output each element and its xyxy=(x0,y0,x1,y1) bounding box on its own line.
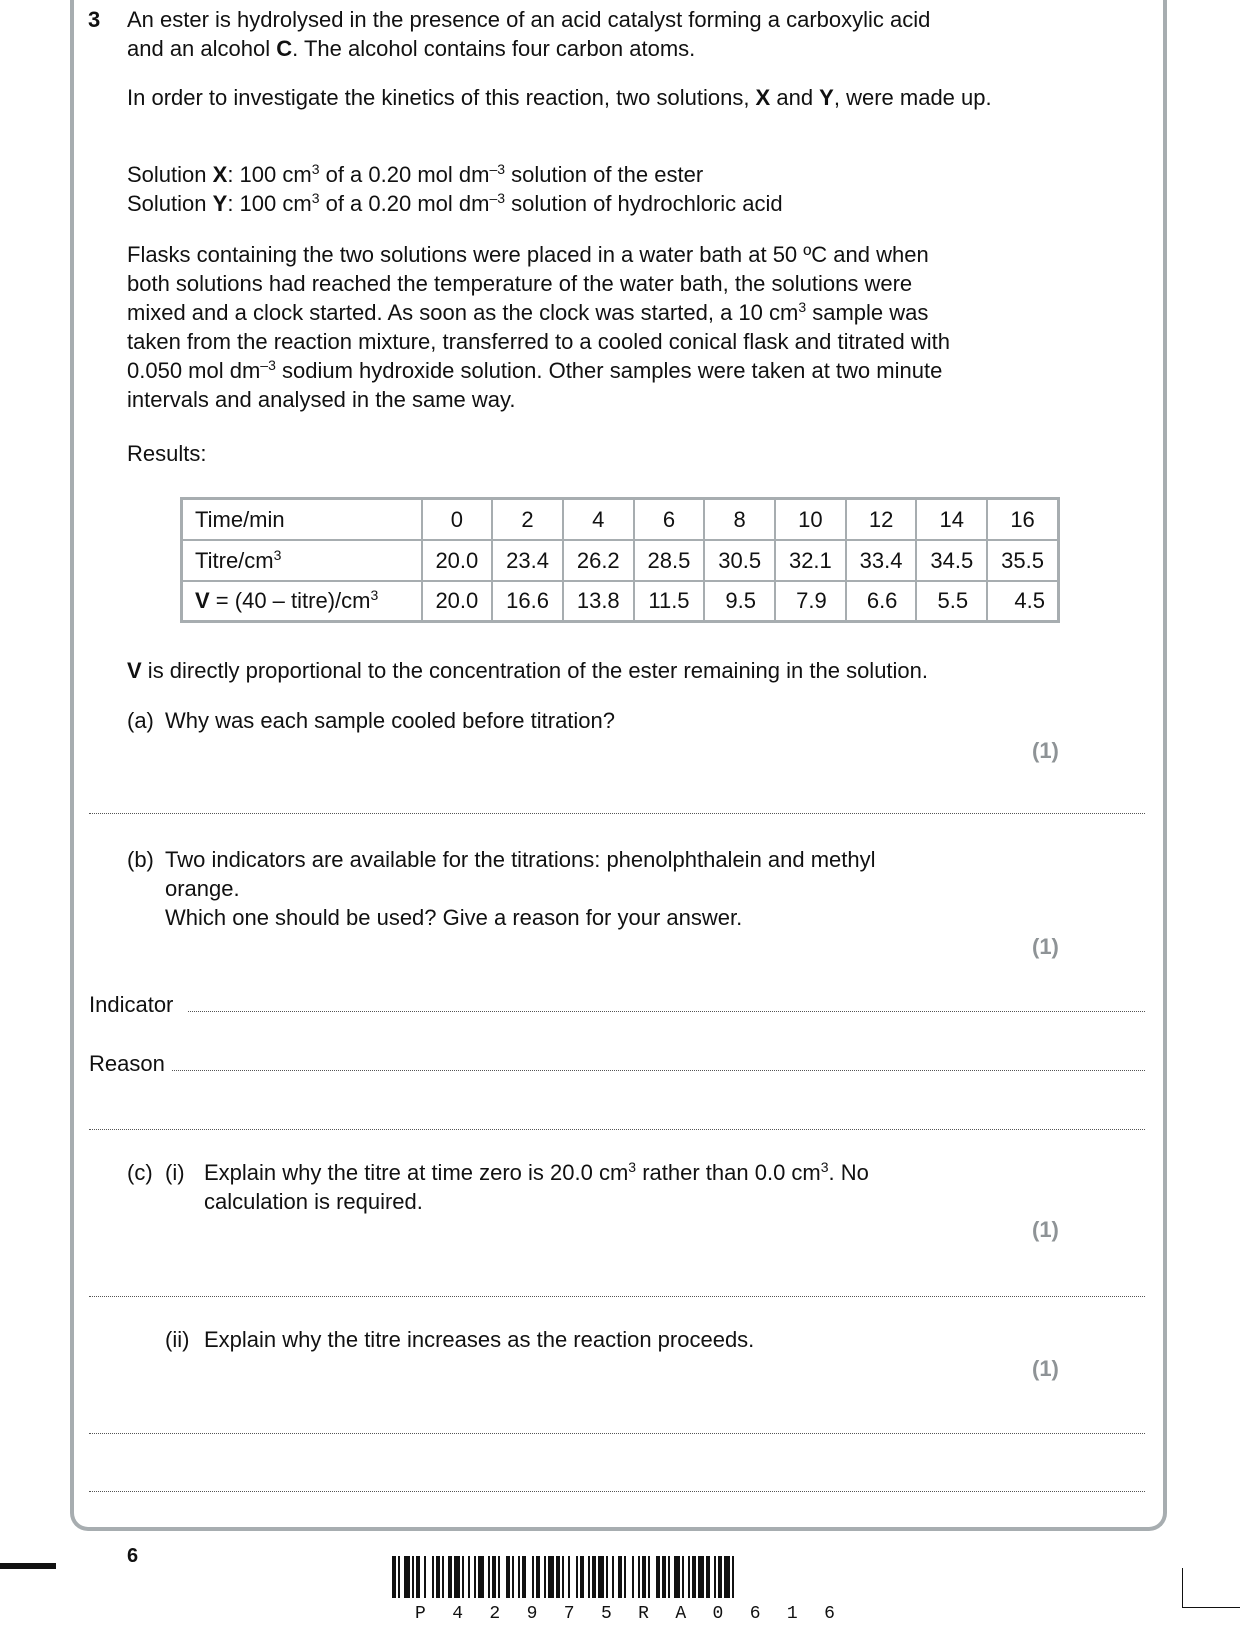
v-cell: 7.9 xyxy=(775,581,846,622)
intro-line-2 xyxy=(127,34,1037,63)
superscript: 3 xyxy=(273,546,282,563)
barcode-char: 6 xyxy=(749,1604,761,1624)
solution-text: solution of the ester xyxy=(505,162,704,187)
part-a-question: Why was each sample cooled before titration? xyxy=(165,708,616,733)
question-frame xyxy=(70,0,1167,1531)
method-line: taken from the reaction mixture, transferred to a cooled conical flask and titrated with xyxy=(127,329,950,354)
barcode-char: 0 xyxy=(712,1604,724,1624)
part-c-label: (c) xyxy=(127,1160,153,1185)
reason-answer-line-2[interactable] xyxy=(89,1129,1145,1130)
intro-paragraph xyxy=(127,5,1037,63)
intro-text: . The alcohol contains four carbon atoms. xyxy=(292,36,696,61)
time-cell: 8 xyxy=(704,499,775,540)
method-line: intervals and analysed in the same way. xyxy=(127,387,516,412)
part-c-ii-label: (ii) xyxy=(165,1327,190,1352)
row-header-titre xyxy=(182,540,422,581)
part-b-label: (b) xyxy=(127,847,154,872)
corner-registration-mark xyxy=(1182,1568,1240,1608)
barcode-char: 9 xyxy=(526,1604,538,1624)
titre-cell: 26.2 xyxy=(563,540,634,581)
superscript: 3 xyxy=(798,299,807,315)
part-c-ii-question: Explain why the titre increases as the reaction proceeds. xyxy=(204,1327,755,1352)
question-number: 3 xyxy=(88,7,101,32)
results-table xyxy=(180,497,1060,623)
v-cell: 20.0 xyxy=(422,581,493,622)
part-b-marks: (1) xyxy=(1032,934,1059,959)
solution-y-line xyxy=(127,189,1037,218)
superscript: 3 xyxy=(820,1159,829,1175)
indicator-answer-line[interactable] xyxy=(188,1011,1145,1012)
solution-x-label: X xyxy=(755,85,771,110)
part-a-marks: (1) xyxy=(1032,738,1059,763)
v-cell: 16.6 xyxy=(492,581,563,622)
barcode-char: A xyxy=(675,1604,687,1624)
part-b-line: orange. xyxy=(165,876,240,901)
results-label: Results: xyxy=(127,441,207,466)
titre-cell: 23.4 xyxy=(492,540,563,581)
superscript: 3 xyxy=(311,161,320,177)
superscript: –3 xyxy=(260,357,276,373)
part-a-answer-line[interactable] xyxy=(89,813,1145,814)
part-c-i-answer-line[interactable] xyxy=(89,1296,1145,1297)
solution-text: of a 0.20 mol dm xyxy=(319,191,490,216)
barcode-char: 2 xyxy=(489,1604,501,1624)
v-symbol: V xyxy=(127,658,142,683)
part-b-question xyxy=(165,845,965,932)
method-text: sample was xyxy=(806,300,929,325)
titre-cell: 30.5 xyxy=(704,540,775,581)
margin-bar xyxy=(0,1563,56,1569)
row-header-text: = (40 – titre)/cm xyxy=(209,588,371,614)
solutions-block xyxy=(127,160,1037,218)
part-c-i-line xyxy=(204,1158,1024,1187)
part-c-i-marks: (1) xyxy=(1032,1217,1059,1242)
proportional-statement xyxy=(127,656,1037,685)
table-row-time xyxy=(182,499,1059,540)
superscript: 3 xyxy=(370,587,379,604)
part-c-ii-marks: (1) xyxy=(1032,1356,1059,1381)
barcode-char: 4 xyxy=(452,1604,463,1624)
method-text: 0.050 mol dm xyxy=(127,358,261,383)
superscript: 3 xyxy=(311,190,320,206)
part-c-i-text: Explain why the titre at time zero is 20.0 cm xyxy=(204,1160,629,1185)
solution-x-line xyxy=(127,160,1037,189)
investigate-text: , were made up. xyxy=(833,85,992,110)
part-c-i-text: . No xyxy=(828,1160,869,1185)
titre-cell: 28.5 xyxy=(634,540,705,581)
time-cell: 12 xyxy=(846,499,917,540)
solution-y-label: Y xyxy=(212,191,228,216)
solution-text: solution of hydrochloric acid xyxy=(505,191,783,216)
time-cell: 0 xyxy=(422,499,493,540)
method-text: sodium hydroxide solution. Other samples were taken at two minute xyxy=(275,358,943,383)
solution-x-label: X xyxy=(212,162,228,187)
time-cell: 14 xyxy=(916,499,987,540)
time-cell: 4 xyxy=(563,499,634,540)
v-cell: 5.5 xyxy=(916,581,987,622)
superscript: –3 xyxy=(489,190,506,206)
part-c-ii-answer-line-2[interactable] xyxy=(89,1491,1145,1492)
reason-label: Reason xyxy=(89,1051,165,1076)
investigate-paragraph xyxy=(127,83,1027,112)
v-cell: 4.5 xyxy=(987,581,1058,622)
table-row-titre xyxy=(182,540,1059,581)
barcode-char: 5 xyxy=(600,1604,612,1624)
alcohol-label: C xyxy=(276,36,293,61)
part-a-label: (a) xyxy=(127,708,154,733)
row-header-time: Time/min xyxy=(182,499,422,540)
indicator-label: Indicator xyxy=(89,992,174,1017)
barcode-char: R xyxy=(638,1604,649,1624)
part-b-line: Two indicators are available for the titrations: phenolphthalein and methyl xyxy=(165,847,876,872)
solution-text: Solution xyxy=(127,191,213,216)
titre-cell: 32.1 xyxy=(775,540,846,581)
investigate-text: In order to investigate the kinetics of this reaction, two solutions, xyxy=(127,85,756,110)
solution-text: : 100 cm xyxy=(227,162,312,187)
v-symbol: V xyxy=(195,588,210,614)
row-header-text: Titre/cm xyxy=(195,547,274,573)
solution-text: Solution xyxy=(127,162,213,187)
page-number: 6 xyxy=(127,1545,139,1567)
superscript: –3 xyxy=(489,161,506,177)
method-text: mixed and a clock started. As soon as the clock was started, a 10 cm xyxy=(127,300,799,325)
solution-y-label: Y xyxy=(819,85,834,110)
v-cell: 13.8 xyxy=(563,581,634,622)
part-c-i-label: (i) xyxy=(165,1160,185,1185)
reason-answer-line[interactable] xyxy=(172,1070,1145,1071)
barcode-char: 7 xyxy=(563,1604,575,1624)
titre-cell: 34.5 xyxy=(916,540,987,581)
barcode-text xyxy=(415,1600,835,1629)
titre-cell: 35.5 xyxy=(987,540,1058,581)
solution-text: : 100 cm xyxy=(227,191,312,216)
time-cell: 10 xyxy=(775,499,846,540)
method-line: both solutions had reached the temperature of the water bath, the solutions were xyxy=(127,271,913,296)
proportional-text: is directly proportional to the concentration of the ester remaining in the solution. xyxy=(141,658,929,683)
v-cell: 6.6 xyxy=(846,581,917,622)
barcode-char: 6 xyxy=(824,1604,835,1624)
investigate-text: and xyxy=(770,85,820,110)
v-cell: 11.5 xyxy=(634,581,705,622)
method-paragraph xyxy=(127,240,1047,414)
barcode-char: 1 xyxy=(786,1604,798,1624)
part-c-i-text: rather than 0.0 cm xyxy=(636,1160,821,1185)
v-cell: 9.5 xyxy=(704,581,775,622)
barcode-icon xyxy=(392,1556,862,1606)
part-b-line: Which one should be used? Give a reason for your answer. xyxy=(165,905,743,930)
part-c-i-question xyxy=(204,1158,1024,1216)
part-c-i-line: calculation is required. xyxy=(204,1189,423,1214)
solution-text: of a 0.20 mol dm xyxy=(319,162,490,187)
titre-cell: 33.4 xyxy=(846,540,917,581)
method-line xyxy=(127,298,1047,327)
method-line xyxy=(127,356,1047,385)
row-header-v xyxy=(182,581,422,622)
intro-line-1: An ester is hydrolysed in the presence of an acid catalyst forming a carboxylic acid xyxy=(127,7,931,32)
method-line: Flasks containing the two solutions were placed in a water bath at 50 ºC and when xyxy=(127,242,929,267)
intro-text: and an alcohol xyxy=(127,36,277,61)
superscript: 3 xyxy=(628,1159,637,1175)
barcode-char: P xyxy=(415,1604,426,1624)
time-cell: 6 xyxy=(634,499,705,540)
table-row-v xyxy=(182,581,1059,622)
time-cell: 16 xyxy=(987,499,1058,540)
part-c-ii-answer-line[interactable] xyxy=(89,1433,1145,1434)
titre-cell: 20.0 xyxy=(422,540,493,581)
time-cell: 2 xyxy=(492,499,563,540)
